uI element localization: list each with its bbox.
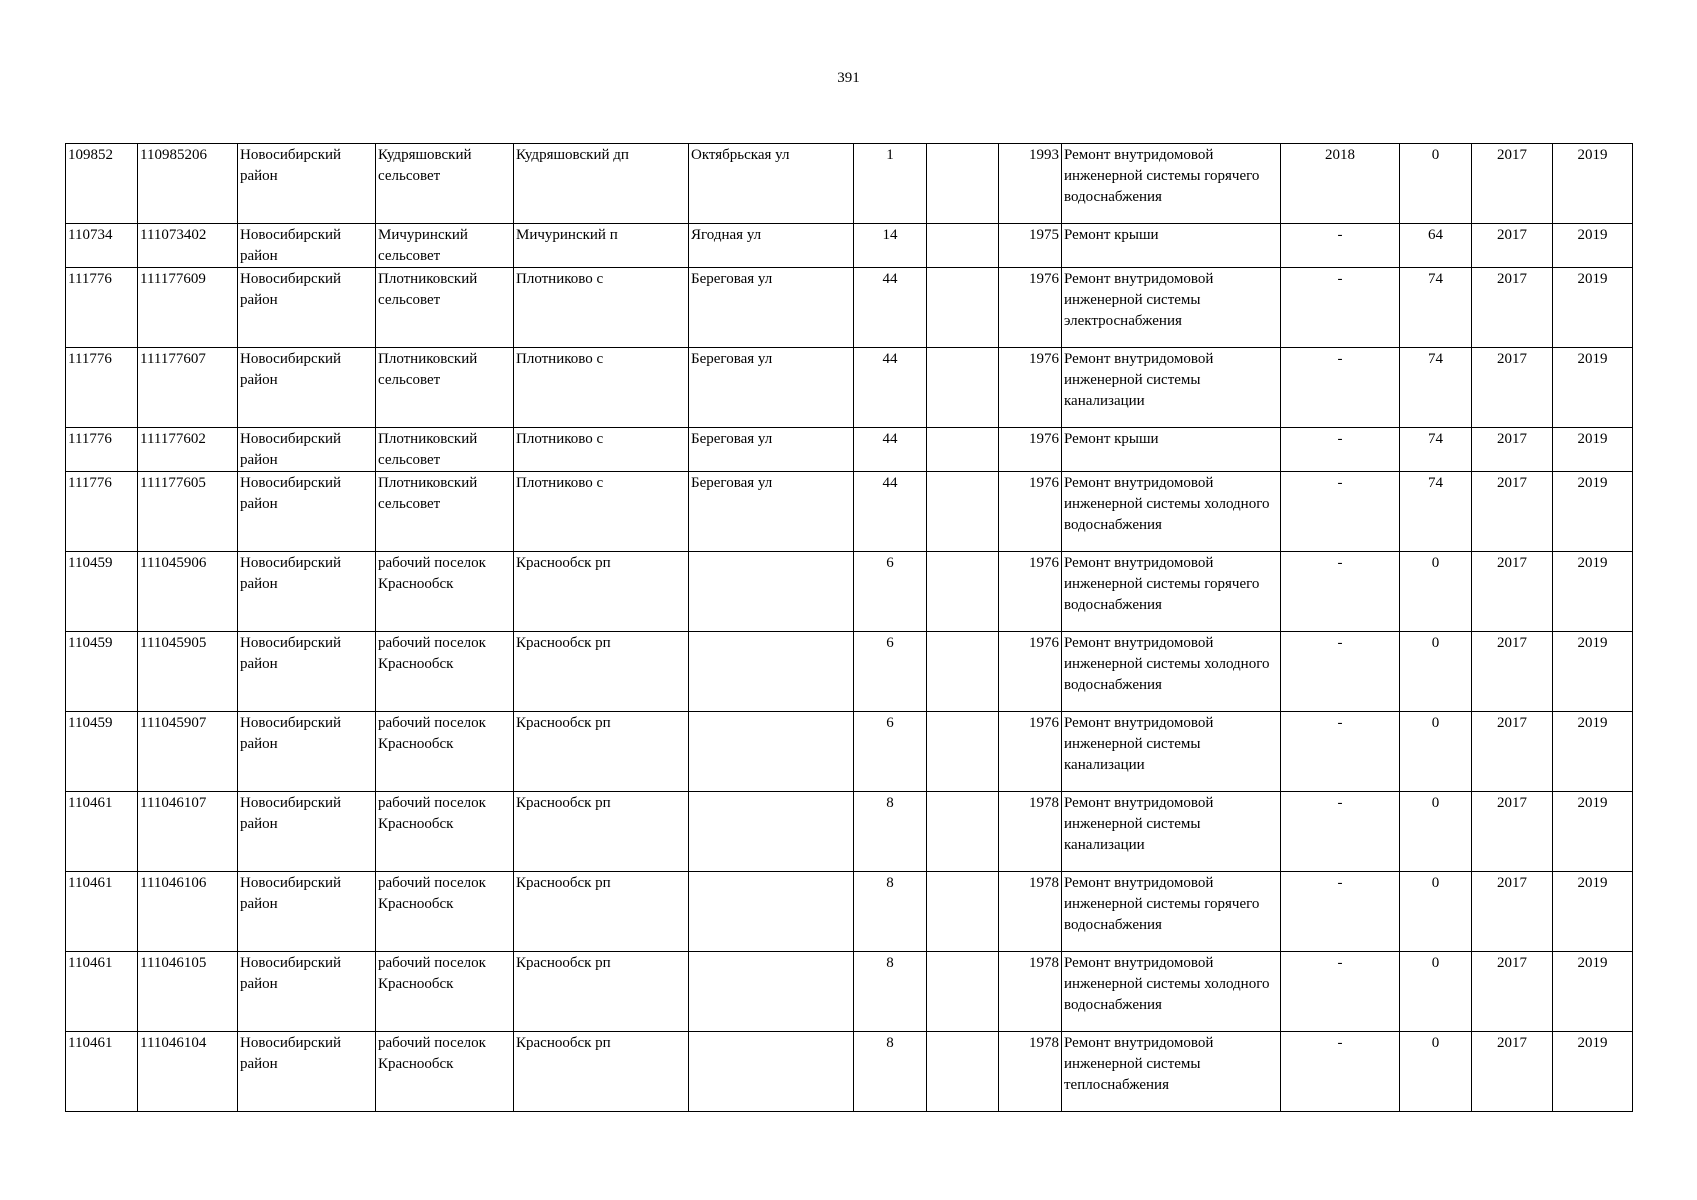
work-type-cell: Ремонт внутридомовой инженерной системы канализации: [1062, 348, 1281, 428]
street-cell: Береговая ул: [689, 472, 854, 552]
year-to-cell: 2019: [1553, 872, 1633, 952]
building-cell: [927, 268, 999, 348]
table-body: [66, 144, 1633, 1112]
street-cell: Береговая ул: [689, 268, 854, 348]
record-id-cell: 111045906: [138, 552, 238, 632]
building-cell: [927, 632, 999, 712]
year-from-cell: 2017: [1472, 428, 1553, 472]
building-cell: [927, 1032, 999, 1112]
street-cell: [689, 792, 854, 872]
work-type-cell: Ремонт внутридомовой инженерной системы горячего водоснабжения: [1062, 872, 1281, 952]
record-id-cell: 111177607: [138, 348, 238, 428]
district-cell: Новосибирский район: [238, 428, 376, 472]
house-id-cell: 111776: [66, 268, 138, 348]
work-type-cell: Ремонт внутридомовой инженерной системы холодного водоснабжения: [1062, 632, 1281, 712]
building-cell: [927, 472, 999, 552]
house-number-cell: 1: [854, 144, 927, 224]
house-number-cell: 6: [854, 552, 927, 632]
record-id-cell: 111046105: [138, 952, 238, 1032]
last-repair-year-cell: -: [1281, 224, 1400, 268]
year-to-cell: 2019: [1553, 268, 1633, 348]
table-row: [66, 144, 1633, 224]
year-from-cell: 2017: [1472, 144, 1553, 224]
district-cell: Новосибирский район: [238, 552, 376, 632]
table-row: [66, 712, 1633, 792]
table-row: [66, 348, 1633, 428]
record-id-cell: 111073402: [138, 224, 238, 268]
building-cell: [927, 552, 999, 632]
house-id-cell: 110461: [66, 792, 138, 872]
settlement-council-cell: Плотниковский сельсовет: [376, 472, 514, 552]
house-id-cell: 111776: [66, 472, 138, 552]
wear-cell: 0: [1400, 952, 1472, 1032]
year-from-cell: 2017: [1472, 792, 1553, 872]
table-row: [66, 268, 1633, 348]
year-to-cell: 2019: [1553, 712, 1633, 792]
wear-cell: 74: [1400, 348, 1472, 428]
house-number-cell: 8: [854, 872, 927, 952]
district-cell: Новосибирский район: [238, 144, 376, 224]
settlement-council-cell: рабочий поселок Краснообск: [376, 1032, 514, 1112]
last-repair-year-cell: -: [1281, 632, 1400, 712]
house-id-cell: 111776: [66, 428, 138, 472]
house-number-cell: 6: [854, 712, 927, 792]
work-type-cell: Ремонт внутридомовой инженерной системы холодного водоснабжения: [1062, 472, 1281, 552]
building-cell: [927, 872, 999, 952]
settlement-council-cell: Плотниковский сельсовет: [376, 268, 514, 348]
locality-cell: Плотниково с: [514, 428, 689, 472]
year-to-cell: 2019: [1553, 632, 1633, 712]
wear-cell: 64: [1400, 224, 1472, 268]
year-to-cell: 2019: [1553, 428, 1633, 472]
house-id-cell: 110459: [66, 712, 138, 792]
district-cell: Новосибирский район: [238, 348, 376, 428]
street-cell: Октябрьская ул: [689, 144, 854, 224]
house-id-cell: 110459: [66, 632, 138, 712]
house-id-cell: 110461: [66, 952, 138, 1032]
house-number-cell: 44: [854, 348, 927, 428]
house-number-cell: 14: [854, 224, 927, 268]
last-repair-year-cell: -: [1281, 428, 1400, 472]
work-type-cell: Ремонт внутридомовой инженерной системы канализации: [1062, 792, 1281, 872]
settlement-council-cell: рабочий поселок Краснообск: [376, 552, 514, 632]
record-id-cell: 111046104: [138, 1032, 238, 1112]
district-cell: Новосибирский район: [238, 712, 376, 792]
building-cell: [927, 792, 999, 872]
last-repair-year-cell: -: [1281, 1032, 1400, 1112]
locality-cell: Краснообск рп: [514, 632, 689, 712]
year-from-cell: 2017: [1472, 224, 1553, 268]
locality-cell: Плотниково с: [514, 268, 689, 348]
table-row: [66, 224, 1633, 268]
wear-cell: 74: [1400, 472, 1472, 552]
locality-cell: Кудряшовский дп: [514, 144, 689, 224]
work-type-cell: Ремонт внутридомовой инженерной системы теплоснабжения: [1062, 1032, 1281, 1112]
year-built-cell: 1976: [999, 472, 1062, 552]
building-cell: [927, 712, 999, 792]
record-id-cell: 111177605: [138, 472, 238, 552]
house-id-cell: 110461: [66, 872, 138, 952]
year-from-cell: 2017: [1472, 952, 1553, 1032]
street-cell: [689, 1032, 854, 1112]
record-id-cell: 111045907: [138, 712, 238, 792]
last-repair-year-cell: -: [1281, 952, 1400, 1032]
last-repair-year-cell: -: [1281, 712, 1400, 792]
district-cell: Новосибирский район: [238, 952, 376, 1032]
work-type-cell: Ремонт внутридомовой инженерной системы канализации: [1062, 712, 1281, 792]
district-cell: Новосибирский район: [238, 632, 376, 712]
year-from-cell: 2017: [1472, 348, 1553, 428]
street-cell: Ягодная ул: [689, 224, 854, 268]
wear-cell: 74: [1400, 428, 1472, 472]
year-built-cell: 1978: [999, 1032, 1062, 1112]
house-number-cell: 8: [854, 1032, 927, 1112]
work-type-cell: Ремонт внутридомовой инженерной системы холодного водоснабжения: [1062, 952, 1281, 1032]
table-row: [66, 952, 1633, 1032]
record-id-cell: 111177602: [138, 428, 238, 472]
district-cell: Новосибирский район: [238, 1032, 376, 1112]
record-id-cell: 111045905: [138, 632, 238, 712]
house-number-cell: 8: [854, 952, 927, 1032]
work-type-cell: Ремонт внутридомовой инженерной системы горячего водоснабжения: [1062, 552, 1281, 632]
table-row: [66, 792, 1633, 872]
year-to-cell: 2019: [1553, 472, 1633, 552]
last-repair-year-cell: -: [1281, 268, 1400, 348]
year-to-cell: 2019: [1553, 552, 1633, 632]
district-cell: Новосибирский район: [238, 472, 376, 552]
house-id-cell: 110734: [66, 224, 138, 268]
house-number-cell: 6: [854, 632, 927, 712]
record-id-cell: 111046107: [138, 792, 238, 872]
wear-cell: 0: [1400, 712, 1472, 792]
year-built-cell: 1993: [999, 144, 1062, 224]
year-to-cell: 2019: [1553, 792, 1633, 872]
street-cell: [689, 632, 854, 712]
house-id-cell: 110459: [66, 552, 138, 632]
district-cell: Новосибирский район: [238, 792, 376, 872]
wear-cell: 0: [1400, 552, 1472, 632]
year-to-cell: 2019: [1553, 224, 1633, 268]
year-from-cell: 2017: [1472, 268, 1553, 348]
work-type-cell: Ремонт внутридомовой инженерной системы электроснабжения: [1062, 268, 1281, 348]
wear-cell: 0: [1400, 872, 1472, 952]
table-row: [66, 428, 1633, 472]
last-repair-year-cell: 2018: [1281, 144, 1400, 224]
repair-register-table: [65, 143, 1633, 1112]
year-built-cell: 1976: [999, 552, 1062, 632]
year-to-cell: 2019: [1553, 144, 1633, 224]
building-cell: [927, 224, 999, 268]
street-cell: Береговая ул: [689, 428, 854, 472]
settlement-council-cell: рабочий поселок Краснообск: [376, 792, 514, 872]
house-number-cell: 44: [854, 472, 927, 552]
year-from-cell: 2017: [1472, 872, 1553, 952]
year-built-cell: 1976: [999, 268, 1062, 348]
wear-cell: 0: [1400, 1032, 1472, 1112]
locality-cell: Краснообск рп: [514, 552, 689, 632]
locality-cell: Краснообск рп: [514, 712, 689, 792]
table-row: [66, 632, 1633, 712]
year-from-cell: 2017: [1472, 712, 1553, 792]
page-number: 391: [837, 70, 860, 86]
street-cell: [689, 712, 854, 792]
locality-cell: Мичуринский п: [514, 224, 689, 268]
district-cell: Новосибирский район: [238, 224, 376, 268]
settlement-council-cell: рабочий поселок Краснообск: [376, 952, 514, 1032]
locality-cell: Краснообск рп: [514, 872, 689, 952]
building-cell: [927, 348, 999, 428]
house-id-cell: 109852: [66, 144, 138, 224]
year-built-cell: 1975: [999, 224, 1062, 268]
wear-cell: 0: [1400, 792, 1472, 872]
wear-cell: 0: [1400, 144, 1472, 224]
settlement-council-cell: Кудряшовский сельсовет: [376, 144, 514, 224]
year-built-cell: 1978: [999, 872, 1062, 952]
settlement-council-cell: Мичуринский сельсовет: [376, 224, 514, 268]
year-from-cell: 2017: [1472, 632, 1553, 712]
house-id-cell: 111776: [66, 348, 138, 428]
settlement-council-cell: Плотниковский сельсовет: [376, 348, 514, 428]
year-to-cell: 2019: [1553, 348, 1633, 428]
house-number-cell: 8: [854, 792, 927, 872]
year-from-cell: 2017: [1472, 552, 1553, 632]
table-row: [66, 552, 1633, 632]
year-built-cell: 1976: [999, 712, 1062, 792]
record-id-cell: 111177609: [138, 268, 238, 348]
table-row: [66, 872, 1633, 952]
settlement-council-cell: рабочий поселок Краснообск: [376, 872, 514, 952]
street-cell: [689, 872, 854, 952]
record-id-cell: 110985206: [138, 144, 238, 224]
house-number-cell: 44: [854, 268, 927, 348]
locality-cell: Плотниково с: [514, 472, 689, 552]
building-cell: [927, 952, 999, 1032]
locality-cell: Краснообск рп: [514, 1032, 689, 1112]
settlement-council-cell: рабочий поселок Краснообск: [376, 632, 514, 712]
year-built-cell: 1976: [999, 428, 1062, 472]
table-row: [66, 1032, 1633, 1112]
wear-cell: 0: [1400, 632, 1472, 712]
year-built-cell: 1978: [999, 952, 1062, 1032]
year-to-cell: 2019: [1553, 1032, 1633, 1112]
record-id-cell: 111046106: [138, 872, 238, 952]
work-type-cell: Ремонт внутридомовой инженерной системы горячего водоснабжения: [1062, 144, 1281, 224]
year-from-cell: 2017: [1472, 1032, 1553, 1112]
last-repair-year-cell: -: [1281, 792, 1400, 872]
street-cell: [689, 552, 854, 632]
year-built-cell: 1976: [999, 348, 1062, 428]
year-built-cell: 1976: [999, 632, 1062, 712]
last-repair-year-cell: -: [1281, 472, 1400, 552]
locality-cell: Краснообск рп: [514, 792, 689, 872]
work-type-cell: Ремонт крыши: [1062, 428, 1281, 472]
work-type-cell: Ремонт крыши: [1062, 224, 1281, 268]
table-row: [66, 472, 1633, 552]
street-cell: Береговая ул: [689, 348, 854, 428]
district-cell: Новосибирский район: [238, 872, 376, 952]
last-repair-year-cell: -: [1281, 552, 1400, 632]
locality-cell: Плотниково с: [514, 348, 689, 428]
street-cell: [689, 952, 854, 1032]
building-cell: [927, 428, 999, 472]
settlement-council-cell: Плотниковский сельсовет: [376, 428, 514, 472]
year-from-cell: 2017: [1472, 472, 1553, 552]
building-cell: [927, 144, 999, 224]
settlement-council-cell: рабочий поселок Краснообск: [376, 712, 514, 792]
house-id-cell: 110461: [66, 1032, 138, 1112]
year-built-cell: 1978: [999, 792, 1062, 872]
last-repair-year-cell: -: [1281, 348, 1400, 428]
locality-cell: Краснообск рп: [514, 952, 689, 1032]
district-cell: Новосибирский район: [238, 268, 376, 348]
last-repair-year-cell: -: [1281, 872, 1400, 952]
year-to-cell: 2019: [1553, 952, 1633, 1032]
house-number-cell: 44: [854, 428, 927, 472]
wear-cell: 74: [1400, 268, 1472, 348]
